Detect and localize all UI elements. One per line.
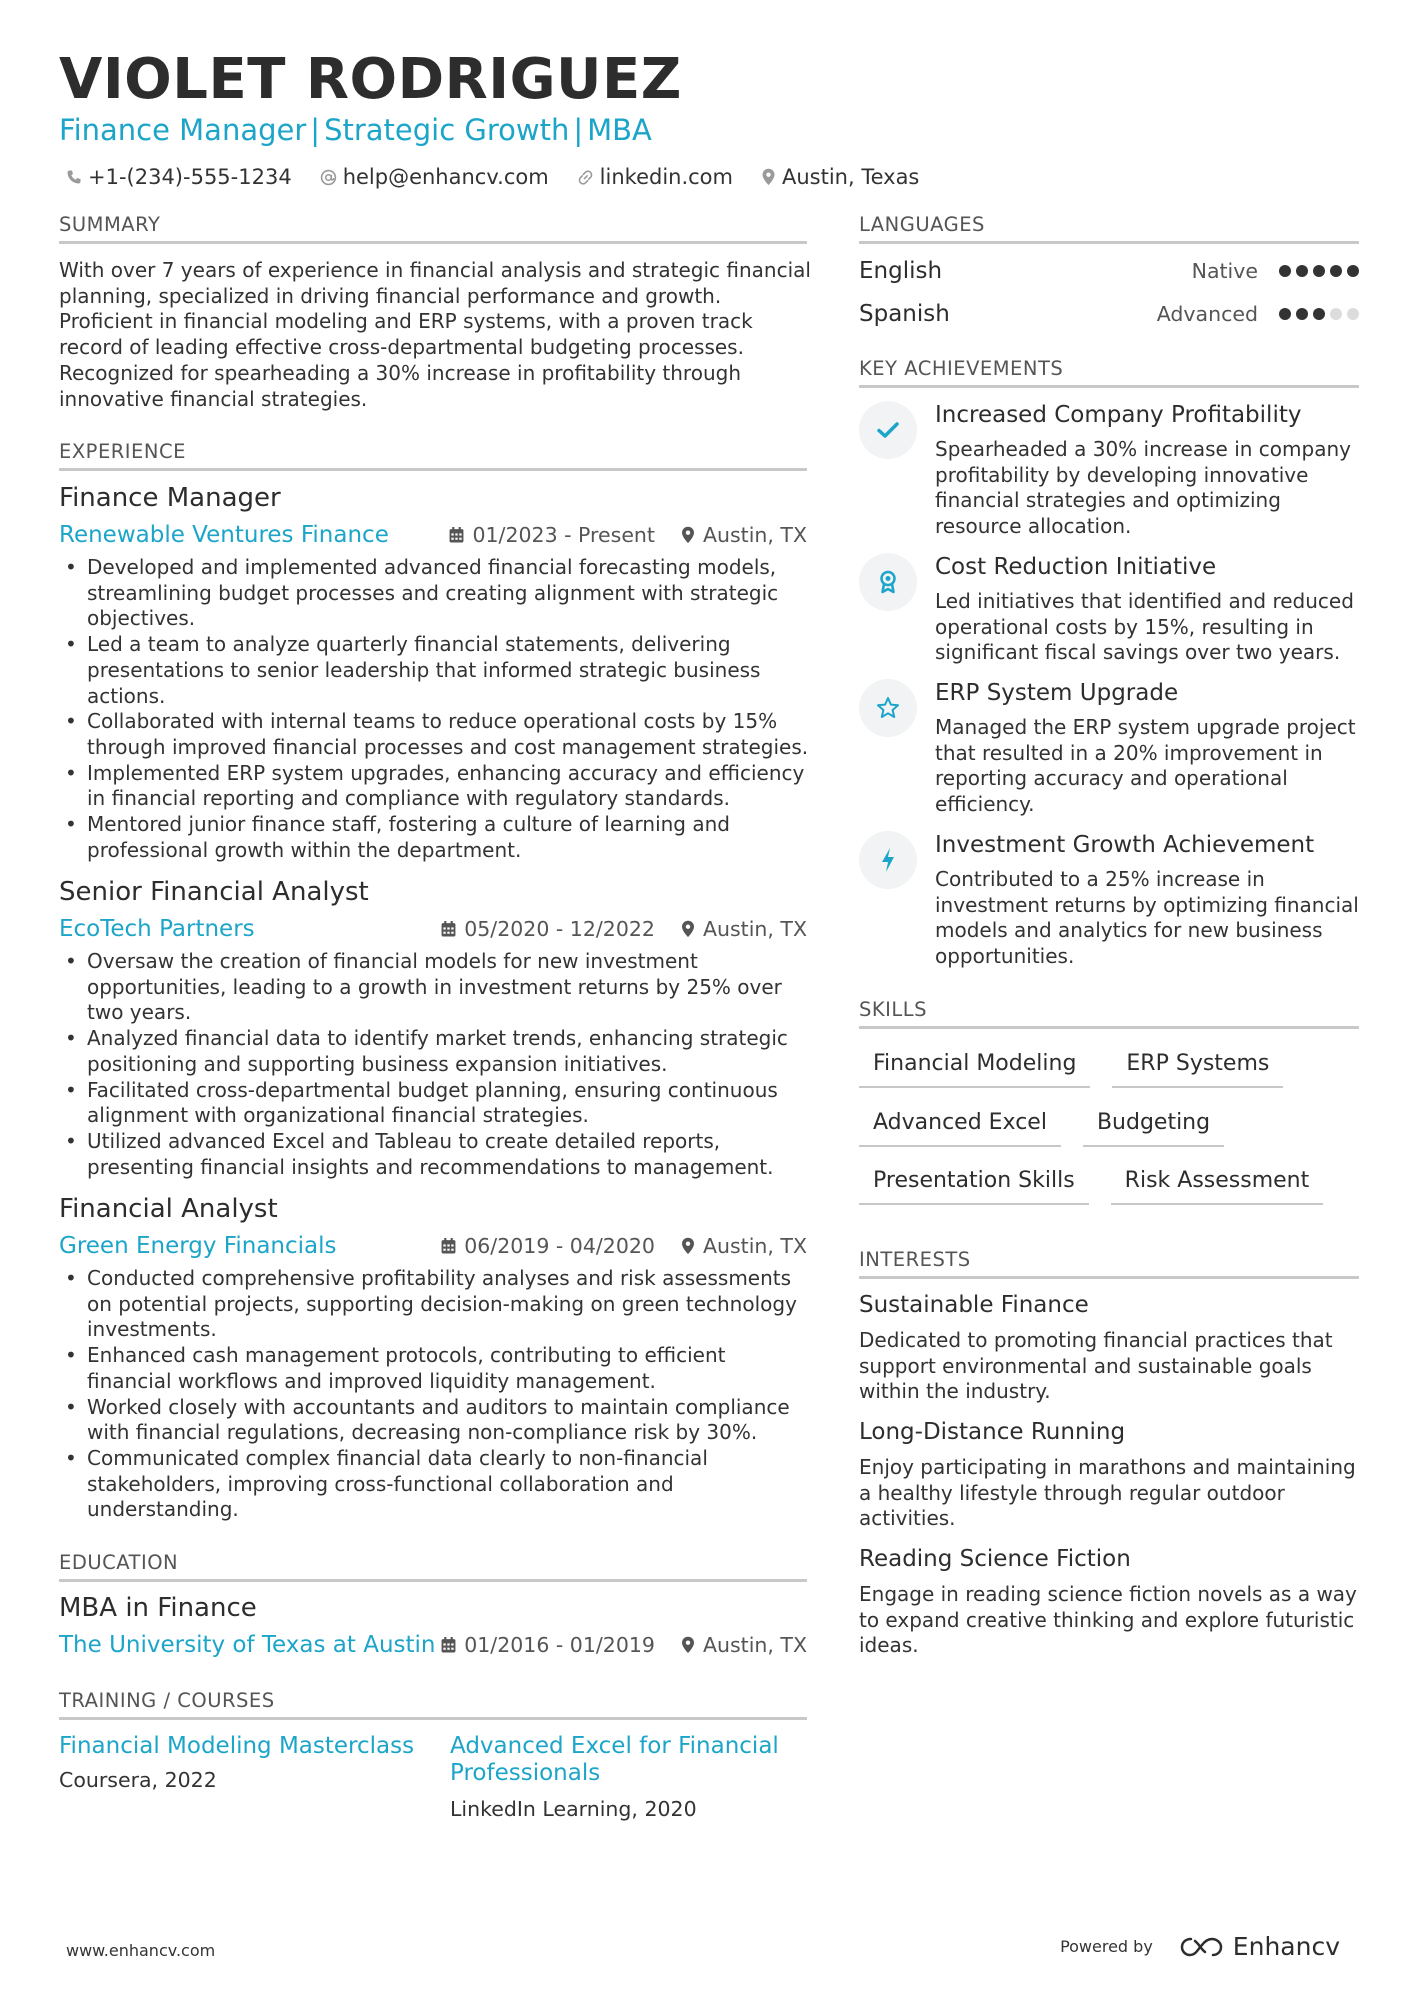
job-company: Renewable Ventures Finance: [59, 522, 389, 548]
education-dates-text: 01/2016 - 01/2019: [464, 1633, 655, 1657]
job-location-text: Austin, TX: [702, 1234, 807, 1258]
job-meta: [441, 914, 807, 944]
bullet-item: • Led a team to analyze quarterly financial statements, delivering presentations to senior leadership that informed strategic business actions.: [59, 632, 809, 709]
powered-by-text: Powered by: [1060, 1937, 1153, 1956]
language-rating: [1274, 308, 1359, 320]
job-dates-text: 05/2020 - 12/2022: [464, 917, 655, 941]
skills-heading: SKILLS: [859, 998, 1359, 1029]
education-location: [681, 1630, 807, 1660]
achievement-desc: Led initiatives that identified and reduced operational costs by 15%, resulting in significant fiscal savings over two years.: [935, 589, 1354, 665]
interest-desc: Engage in reading science fiction novels as a way to expand creative thinking and explore futuristic ideas.: [859, 1582, 1357, 1658]
check-icon: [877, 421, 899, 439]
language-level: Advanced: [1156, 302, 1258, 326]
at-sign-icon: [320, 169, 337, 186]
calendar-icon: [449, 527, 464, 543]
skill-tag: Risk Assessment: [1111, 1159, 1324, 1205]
bullet-item: • Collaborated with internal teams to reduce operational costs by 15% through improved financial processes and cost management strategies.: [59, 709, 809, 760]
job-location: [681, 1231, 807, 1261]
education-heading: EDUCATION: [59, 1551, 807, 1582]
contact-bar: [66, 162, 947, 192]
bullet-item: • Oversaw the creation of financial models for new investment opportunities, leading to a growth in investment returns by 25% over two years.: [59, 949, 809, 1026]
location-text: Austin, Texas: [781, 165, 920, 189]
bullet-item: • Implemented ERP system upgrades, enhancing accuracy and efficiency in financial reporting and compliance with regulatory standards.: [59, 761, 809, 812]
rating-dot-filled: [1296, 265, 1308, 277]
achievements-heading: KEY ACHIEVEMENTS: [859, 357, 1359, 388]
skill-row: [859, 1042, 1359, 1101]
footer-branding: [1060, 1932, 1340, 1961]
language-row: [859, 255, 1359, 287]
phone-icon: [66, 169, 82, 185]
language-name: Spanish: [859, 301, 950, 327]
bullet-item: • Mentored junior finance staff, fostering a culture of learning and professional growth within the department.: [59, 812, 809, 863]
location-pin-icon: [681, 1636, 695, 1654]
job-meta: [449, 520, 807, 550]
job-title: Finance Manager: [59, 483, 281, 513]
job-dates: [441, 1231, 655, 1261]
job-location-text: Austin, TX: [702, 523, 807, 547]
rating-dot-filled: [1347, 265, 1359, 277]
bullet-item: • Facilitated cross-departmental budget planning, ensuring continuous alignment with organizational financial strategies.: [59, 1078, 809, 1129]
summary-heading: SUMMARY: [59, 213, 807, 244]
rating-dot-empty: [1347, 308, 1359, 320]
candidate-name: VIOLET RODRIGUEZ: [59, 47, 682, 112]
job-meta: [441, 1231, 807, 1261]
calendar-icon: [441, 1238, 456, 1254]
education-location-text: Austin, TX: [702, 1633, 807, 1657]
achievement-title: Cost Reduction Initiative: [935, 554, 1217, 580]
calendar-icon: [441, 1637, 456, 1653]
education-dates: [441, 1630, 655, 1660]
headline-separator: |: [310, 113, 321, 147]
headline-role: Finance Manager: [59, 113, 307, 147]
interest-title: Long-Distance Running: [859, 1419, 1126, 1445]
skill-tag: Financial Modeling: [859, 1042, 1090, 1088]
skill-row: [859, 1101, 1359, 1160]
link-icon: [577, 169, 594, 186]
course-title: Financial Modeling Masterclass: [59, 1733, 415, 1759]
bullet-item: • Analyzed financial data to identify market trends, enhancing strategic positioning and supporting business expansion initiatives.: [59, 1026, 809, 1077]
headline-separator: |: [573, 113, 584, 147]
job-company: Green Energy Financials: [59, 1233, 337, 1259]
location-pin-icon: [681, 526, 695, 544]
phone-text: +1-(234)-555-1234: [88, 165, 292, 189]
bullet-item: • Conducted comprehensive profitability analyses and risk assessments on potential projects, supporting decision-making on green technology investments.: [59, 1266, 809, 1343]
bullet-item: • Worked closely with accountants and auditors to maintain compliance with financial regulations, decreasing non-compliance risk by 30%.: [59, 1395, 809, 1446]
contact-email[interactable]: [320, 165, 549, 189]
job-title: Financial Analyst: [59, 1194, 278, 1224]
languages-heading: LANGUAGES: [859, 213, 1359, 244]
achievement-desc: Spearheaded a 30% increase in company profitability by developing innovative financial strategies and optimizing resource allocation.: [935, 437, 1351, 539]
job-bullets: [59, 949, 809, 1180]
contact-phone[interactable]: [66, 165, 292, 189]
star-icon: [876, 696, 900, 720]
rating-dot-filled: [1330, 265, 1342, 277]
job-dates-text: 06/2019 - 04/2020: [464, 1234, 655, 1258]
skills-list: [859, 1042, 1359, 1218]
achievement-icon-badge: [859, 679, 917, 737]
achievement-title: Increased Company Profitability: [935, 402, 1302, 428]
award-ribbon-icon: [878, 570, 898, 594]
footer-website[interactable]: www.enhancv.com: [66, 1941, 216, 1960]
experience-heading: EXPERIENCE: [59, 440, 807, 471]
job-location-text: Austin, TX: [702, 917, 807, 941]
summary-text: With over 7 years of experience in financial analysis and strategic financial planning, specialized in driving financial performance and growth. Proficient in financial modeling and ERP systems, with a proven track record of leading effective cross-departmental budgeting processes. Recognized for spearheading a 30% increase in profitability through innovative financial strategies.: [59, 258, 811, 411]
rating-dot-filled: [1296, 308, 1308, 320]
bullet-item: • Communicated complex financial data clearly to non-financial stakeholders, improving cross-functional collaboration and understanding.: [59, 1446, 809, 1523]
rating-dot-filled: [1279, 308, 1291, 320]
rating-dot-empty: [1330, 308, 1342, 320]
location-pin-icon: [761, 168, 776, 186]
course-provider: LinkedIn Learning, 2020: [450, 1797, 697, 1821]
training-heading: TRAINING / COURSES: [59, 1689, 807, 1720]
job-dates: [441, 914, 655, 944]
rating-dot-filled: [1313, 308, 1325, 320]
job-title: Senior Financial Analyst: [59, 877, 369, 907]
achievement-icon-badge: [859, 401, 917, 459]
interest-desc: Enjoy participating in marathons and maintaining a healthy lifestyle through regular outdoor activities.: [859, 1455, 1356, 1531]
skill-tag: Advanced Excel: [859, 1101, 1061, 1147]
language-level: Native: [1191, 259, 1258, 283]
headline: [59, 112, 652, 148]
skill-tag: ERP Systems: [1112, 1042, 1283, 1088]
job-bullets: [59, 555, 809, 863]
degree-title: MBA in Finance: [59, 1593, 257, 1623]
achievement-desc: Contributed to a 25% increase in investment returns by optimizing financial models and analytics for new business opportunities.: [935, 867, 1359, 969]
language-name: English: [859, 258, 943, 284]
contact-linkedin[interactable]: [577, 165, 733, 189]
bullet-item: • Utilized advanced Excel and Tableau to create detailed reports, presenting financial insights and recommendations to management.: [59, 1129, 809, 1180]
contact-location: [761, 165, 919, 189]
job-location: [681, 914, 807, 944]
location-pin-icon: [681, 1237, 695, 1255]
enhancv-logo-icon: [1179, 1935, 1225, 1959]
course-title: Advanced Excel for Financial Professionals: [450, 1733, 779, 1786]
course-provider: Coursera, 2022: [59, 1768, 217, 1792]
job-location: [681, 520, 807, 550]
rating-dot-filled: [1313, 265, 1325, 277]
achievement-icon-badge: [859, 831, 917, 889]
job-dates-text: 01/2023 - Present: [472, 523, 655, 547]
interest-desc: Dedicated to promoting financial practices that support environmental and sustainable goals within the industry.: [859, 1328, 1333, 1404]
achievement-title: ERP System Upgrade: [935, 680, 1179, 706]
education-meta: [441, 1630, 807, 1660]
school-name: The University of Texas at Austin: [59, 1632, 436, 1658]
language-row: [859, 298, 1359, 330]
skill-row: [859, 1159, 1359, 1218]
location-pin-icon: [681, 920, 695, 938]
achievement-desc: Managed the ERP system upgrade project that resulted in a 20% improvement in reporting accuracy and operational efficiency.: [935, 715, 1356, 817]
job-company: EcoTech Partners: [59, 916, 255, 942]
lightning-bolt-icon: [880, 847, 896, 873]
headline-degree: MBA: [587, 113, 652, 147]
interest-title: Reading Science Fiction: [859, 1546, 1131, 1572]
language-rating: [1274, 265, 1359, 277]
bullet-item: • Enhanced cash management protocols, contributing to efficient financial workflows and improved liquidity management.: [59, 1343, 809, 1394]
headline-focus: Strategic Growth: [324, 113, 570, 147]
calendar-icon: [441, 921, 456, 937]
achievement-icon-badge: [859, 553, 917, 611]
job-dates: [449, 520, 655, 550]
skill-tag: Budgeting: [1083, 1101, 1224, 1147]
bullet-item: • Developed and implemented advanced financial forecasting models, streamlining budget processes and creating alignment with strategic objectives.: [59, 555, 809, 632]
achievement-title: Investment Growth Achievement: [935, 832, 1315, 858]
brand-name: Enhancv: [1232, 1932, 1340, 1961]
rating-dot-filled: [1279, 265, 1291, 277]
job-bullets: [59, 1266, 809, 1523]
linkedin-text: linkedin.com: [599, 165, 733, 189]
interest-title: Sustainable Finance: [859, 1292, 1089, 1318]
email-text: help@enhancv.com: [342, 165, 549, 189]
interests-heading: INTERESTS: [859, 1248, 1359, 1279]
skill-tag: Presentation Skills: [859, 1159, 1089, 1205]
